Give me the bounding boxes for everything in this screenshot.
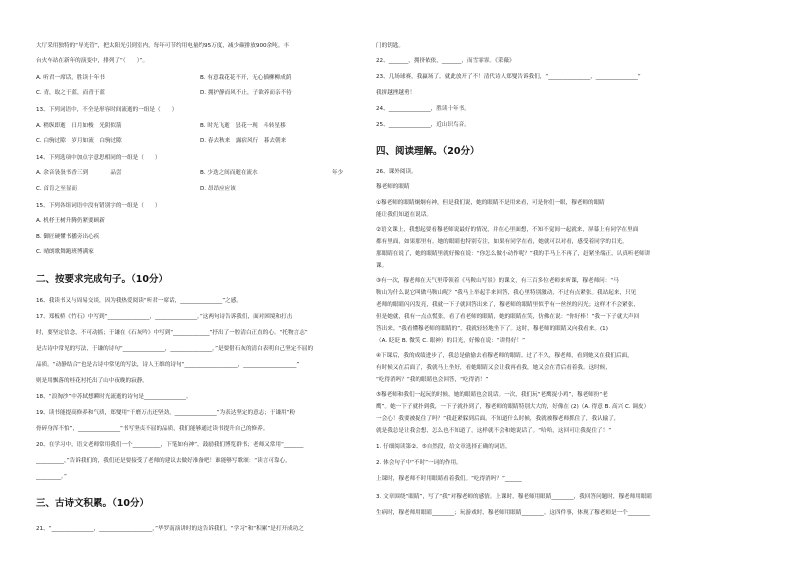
passage-line: ④下课后，我的成绩进步了，我总是偷偷去看穆老师的眼睛。过了不久，穆老师，看到她又在我们后面， xyxy=(376,353,633,359)
passage-line: 但是她就，我有一点点慌张，看了看老师的眼睛，她的眼睛在笑，仿佛在说：“你好棒！”我一下子就大声回 xyxy=(376,314,640,320)
passage-line: 都有里面，如果那里有。她的眼睛也特别专注，如果有同学在看，她就可以对看，感受着同学的目光。 xyxy=(376,239,628,245)
passage-line: 老师的眼睛闪闪发亮，我就一下子就回答出来了，穆老师的眼睛里似乎有一丝丝的闪光；这样才不会紧张， xyxy=(376,302,639,308)
q17-line-1: 17、郑板桥《竹石》中写到“_______________，_______________。”这两句诗告诉我们，面对困境和打击 xyxy=(36,314,293,320)
q23-line-1: 23、几场球赛，我赢场了。就此放开了不！清代诗人郑燮告诉我们，“_______________，_______________” xyxy=(376,74,641,80)
q22-text: 22、_______，拥挤依依，_______，而雪霏霏。《采薇》 xyxy=(376,58,515,64)
q13-option-b: B. 时光飞逝 昙花一现 斗转星移 xyxy=(200,123,286,129)
q17-line-2: 时，要坚定信念，不可动摇；于谦在《石灰吟》中写到“_____________”抒出了一腔清白正直的心。“托物言志” xyxy=(36,330,308,336)
q15-option-b: B. 御匠硬懂书播旁出心疾 xyxy=(36,234,100,240)
q13-option-d: D. 春去秋来 露宿风行 暮去朝来 xyxy=(200,138,287,144)
q14-option-c: C. 首肯之至显而 xyxy=(36,186,78,192)
q13-option-a: A. 稍纵即逝 日月如梭 光阴似箭 xyxy=(36,123,122,129)
q21-text: 21、“_______________，___________________，”毕罗南演讲时的这告诉我们，“学习”和“积累”是打开成功之 xyxy=(36,526,304,532)
passage-line: 课。 xyxy=(376,263,388,269)
q17-line-4: 品质。“动静结合”也是古诗中常见的写法，诗人王维的诗句“___________________，___________________” xyxy=(36,362,300,368)
passage-line: 那眼睛在说了，她的眼睛里就好像在说：“你怎么做小动作呢？”我的手马上不再了，赶紧坐端正，认真听老师讲 xyxy=(376,251,651,257)
q21-continuation: 门的钥匙。 xyxy=(376,43,404,49)
q26-text: 26、课外阅读。 xyxy=(376,169,417,175)
intro-line-2: 台火车站在新年的演变中，排列了“（ ）”。 xyxy=(36,58,149,64)
passage-line: “吃得消吗？”我的眼睛也会回答，“吃得消！” xyxy=(376,377,489,383)
q15-option-a: A. 机杼王树升腾仍紧要顾新 xyxy=(36,218,105,224)
q13-option-c: C. 白驹过隙 岁月如流 白驹过隙 xyxy=(36,138,122,144)
q14-text: 14、下列选项中加点字意思相同的一组是（ ） xyxy=(36,155,161,161)
q18-text: 18、“浪淘沙”中苏轼想瞬时光流逝的诗句是_______________。 xyxy=(36,394,192,400)
passage-line: 鹰”。她一下子就扑到我，一下子就扑到了，穆老师的眼睛特别大大的，好像在 (2)（A. 得意 B. 高兴 C. 调皮） xyxy=(376,404,650,410)
section-4-heading: 四、阅读理解。（20分） xyxy=(376,146,480,157)
question-2: 2. 体会句子中“不时”一词的作用。 xyxy=(376,460,462,466)
q19-line-1: 19、读书能提高修养和气质，郑燮用“千磨万击还坚劲，_______________”为表达坚定的意志；于谦用“粉 xyxy=(36,410,296,416)
q24-text: 24、_______________，胜读十年书。 xyxy=(376,106,470,112)
q20-line-1: 20、在学习中，语文老师常用我们一个__________，下笔如有神”。鼓励我们博览群书；老师又常用“_______ xyxy=(36,442,304,448)
passage-line: 能让我们知道在说话。 xyxy=(376,212,432,218)
q25-text: 25、_______________，近山识鸟音。 xyxy=(376,122,470,128)
q12-option-c: C. 青，取之于蓝，而青于蓝 xyxy=(36,90,105,96)
q20-line-3: _________。” xyxy=(36,474,67,480)
q14-option-b-extra: 年少 xyxy=(332,170,344,176)
question-3-line: 生病时，穆老师用眼睛________；玩游戏时，穆老师用眼睛________。这四件事，体现了穆老师是一个________ xyxy=(376,510,651,516)
question-1: 1. 仔细阅读第②、⑤自然段，给文章选择正确的词语。 xyxy=(376,444,511,450)
question-3: 3. 文章围绕“眼睛”，写了“我”对穆老师的感情。上课时，穆老师用眼睛________，我回答问题时，穆老师用眼睛 xyxy=(376,494,653,500)
q15-option-c: C. 晴朗歌舞跑班博满家 xyxy=(36,249,94,255)
q17-line-5: 则是用飘落的桂花衬托出了山中夜晚的寂静。 xyxy=(36,378,148,384)
passage-line: 一会心！我要被捉住了吗？”我赶紧躲到后面，不知道什么时候，我就被穆老师抓住了，我认输了， xyxy=(376,416,620,422)
passage-line: 就是我总是让我会想，怎么也不知道了，这样就不会和她说话了。“哈哈，这回可让我捉住了！” xyxy=(376,428,612,434)
passage-line: 鞍山为什么说它叫做马鞍山呢？”我马上举起手来回答，我心里特别激动，不过有点紧张。我站起来，只见 xyxy=(376,290,637,296)
section-3-heading: 三、古诗文积累。（10分） xyxy=(36,498,149,509)
q17-line-3: 是古诗中常见的写法，于谦的诗句“_______________，_______________。”是要借石灰的清白表明自己坚定不屈的 xyxy=(36,346,314,352)
q16-text: 16、我读书又与周易交谈，因为我热爱阅读“听君一席话，_______________”之感。 xyxy=(36,298,242,304)
q13-text: 13、下列词语中，不全是形容时间流逝的一组是（ ） xyxy=(36,107,178,113)
q20-line-2: __________，”告诉我们的，我们还是要接受了老师的建议去做好准备吧！谁能够写歌颂：“读言可靠心， xyxy=(36,458,291,464)
passage-line: ③有一次，穆老师在天气里带领着《马鞍山写景》的课文，有三百多位老师来听课，穆老师问：“马 xyxy=(376,278,619,284)
q19-line-2: 骨碎身浑不怕”，_______________”书写坚贞不屈的品质，我们能够通过读书提升自己的修养。 xyxy=(36,426,269,432)
q12-option-d: D. 拥护静而风不止，子欲养而亲不待 xyxy=(200,90,292,96)
passage-line: ①穆老师的眼睛炯炯有神，但是我们说，她的眼睛不是用来看，可是你们一眼，穆老师的眼睛 xyxy=(376,200,605,206)
q12-option-b: B. 有意栽花花不开，无心插柳柳成荫 xyxy=(200,75,292,81)
q23-line-2: 我拼越挫越勇！ xyxy=(376,90,416,96)
q14-option-d: D. 昂昂应应该 xyxy=(200,186,236,192)
passage-line: 答出来。“我看懂穆老师的眼睛的”，我就轻轻地坐下了。这时，穆老师的眼睛又向我看来。(1) xyxy=(376,326,608,332)
intro-line-1: 大厅采用独特的“导光管”，把太阳光引到室内，每年可节约用电量约95万度，减少碳排放900余吨。丰 xyxy=(36,43,289,49)
passage-title: 穆老师的眼睛 xyxy=(376,184,410,190)
q14-option-b: B. 少迭之间而逝在流水 xyxy=(200,170,258,176)
q12-option-a: A. 听君一席话，胜读十年书 xyxy=(36,75,105,81)
passage-line: ②语文课上，我想起要看穆老师说最好的情况，并在心里面想，不知不觉间一起就来，屏幕上有同学在里面 xyxy=(376,227,639,233)
section-2-heading: 二、按要求完成句子。（10分） xyxy=(36,274,168,285)
q15-text: 15、下列各组词语中没有错别字的一组是（ ） xyxy=(36,203,161,209)
q14-option-a: A. 余音袅袅书香三到 品尝 xyxy=(36,170,122,176)
passage-line: （A. 眨眨 B. 微笑 C. 眼神）的目光，好像在说：“讲得好！” xyxy=(376,338,525,344)
passage-line: ⑤穆老师和我们一起玩的时候，她的眼睛也会说话。一次，我们玩“老鹰捉小鸡”，穆老师扮“老 xyxy=(376,392,608,398)
question-2-line: 上课时，穆老师不时用眼睛看着我们。“吃得消吗？”______ xyxy=(376,476,522,482)
passage-line: 有时候又在后面了，我就马上坐好，看她眼睛又会让我再看我，她又会在背后看着我。这时候， xyxy=(376,365,611,371)
